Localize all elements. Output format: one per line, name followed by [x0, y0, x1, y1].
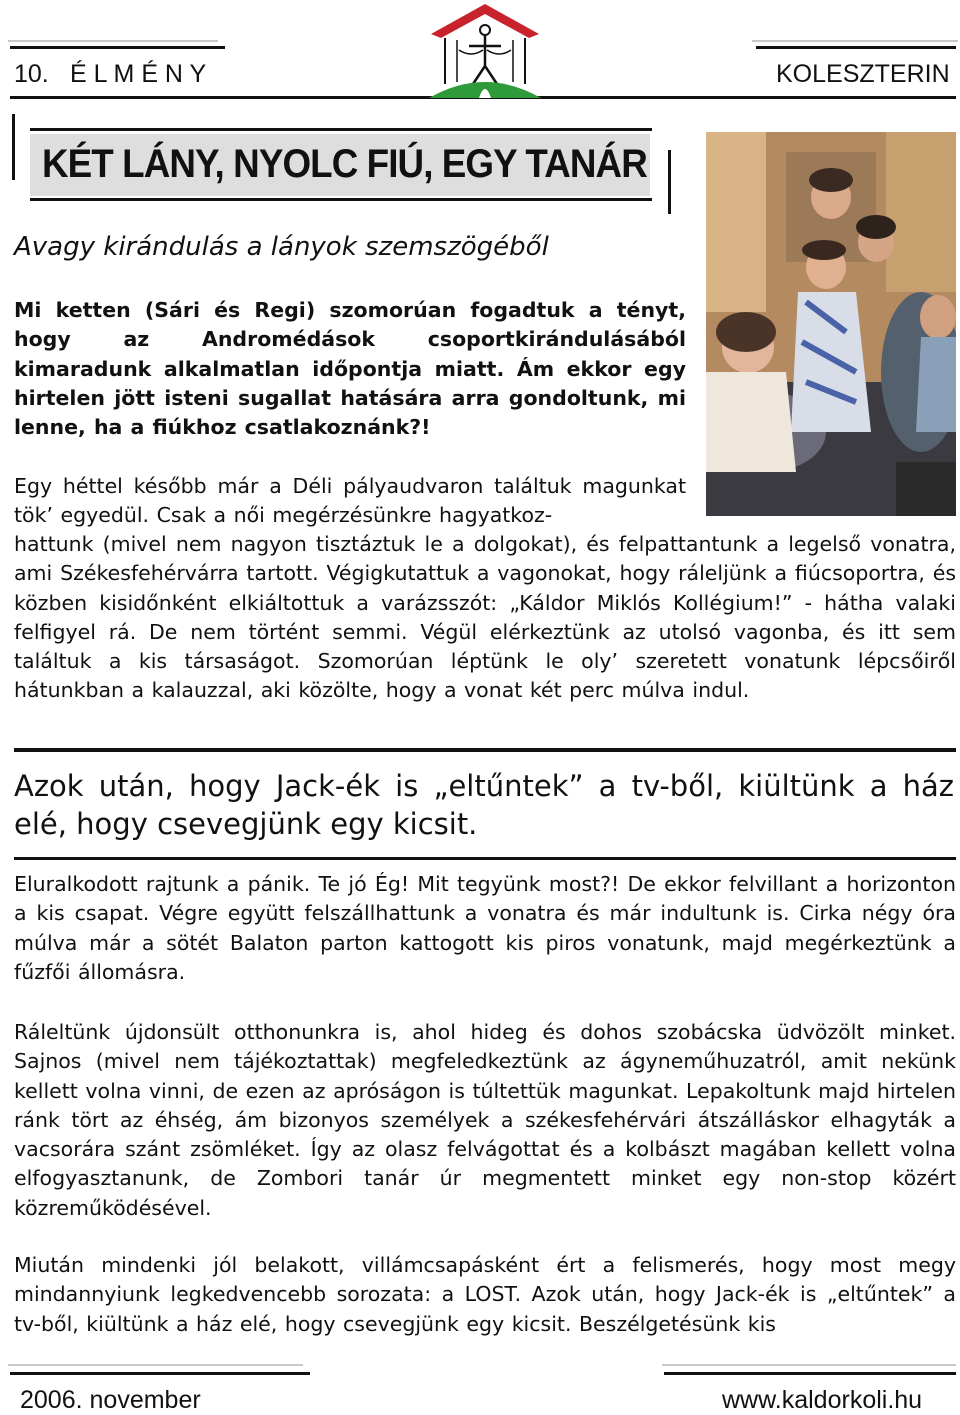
title-rule-top: [30, 128, 652, 131]
header-rule-left-top: [10, 46, 225, 49]
header-rule-right-top: [756, 46, 956, 49]
paragraph-2-wide: hattunk (mivel nem nagyon tisztáztuk le a dolgokat), és felpattantunk a legelső vonatra, ami Székesfehérvárra tartott. Végigkutattuk a vagonokat, hogy ráleljünk a fiúcsoportra, és közben kisidőnként elkiáltottuk a varázsszót: „Káldor Miklós Kollégium!” - hátha valaki felfigyel rá. De nem történt semmi. Végül elérkeztünk az utolsó vagonba, és itt sem találtuk a kis társaságot. Szomorúan léptünk le oly’ szeretett vonatunk lépcsőiről hátunkban a kalauzzal, aki közölte, hogy a vonat két perc múlva indul.: [14, 532, 956, 703]
article-title: KÉT LÁNY, NYOLC FIÚ, EGY TANÁR: [42, 142, 647, 186]
college-logo: [425, 0, 545, 100]
header-gray-rule-left: [8, 40, 218, 42]
title-bar-right: [668, 150, 671, 214]
paragraph-2-narrow: Egy héttel később már a Déli pályaudvaron találtuk magunkat tök’ egyedül. Csak a női megérzésünkre hagyatkoz-: [14, 474, 686, 528]
paragraph-5: Miután mindenki jól belakott, villámcsapásként ért a felismerés, hogy most megy mindannyiunk legkedvencebb sorozata: a LOST. Azok után, hogy Jack-ék is „eltűntek” a tv-ből, kiültünk a ház elé, hogy csevegjünk egy kicsit. Beszélgetésünk kis: [14, 1253, 956, 1336]
header-gray-rule-right: [752, 40, 958, 42]
footer-rule-left: [10, 1372, 310, 1375]
lead-paragraph: Mi ketten (Sári és Regi) szomorúan fogadtuk a tényt, hogy az Andromédások csoportkirándulásából kimaradunk alkalmatlan időpontja miatt. Ám ekkor egy hirtelen jött isteni sugallat hatására arra gondoltunk, mi lenne, ha a fiúkhoz csatlakoznánk?!: [14, 298, 686, 440]
pull-quote: Azok után, hogy Jack-ék is „eltűntek” a tv-ből, kiültünk a ház elé, hogy csevegjünk egy kicsit.: [14, 769, 954, 841]
footer-rule-right: [664, 1372, 956, 1375]
paragraph-4: Ráleltünk újdonsült otthonunkra is, ahol hideg és dohos szobácska üdvözölt minket. Sajnos (mivel nem tájékoztattak) megfeledkeztünk az ágyneműhuzatról, amit nekünk kellett volna vinni, de ezen az apróságon is túltettük magunkat. Lepakoltunk majd hirtelen ránk tört az éhség, ám bizonyos személyek a székesfehérvári átszálláskor elhagyták a vacsorára szánt zsömléket. Így az olasz felvágottat és a kolbászt magában kellett volna elfogyasztanunk, de Zombori tanár úr megmentett minket egy non-stop közért közreműködésével.: [14, 1020, 956, 1220]
footer-url[interactable]: www.kaldorkoli.hu: [722, 1386, 923, 1414]
footer-gray-rule-right: [662, 1364, 956, 1366]
title-bar-left: [12, 114, 15, 180]
footer-date: 2006. november: [20, 1386, 201, 1414]
section-label: É L M É N Y: [70, 60, 207, 88]
article-subtitle: Avagy kirándulás a lányok szemszögéből: [14, 232, 549, 262]
publication-name: KOLESZTERIN: [776, 60, 950, 88]
footer-gray-rule-left: [8, 1364, 303, 1366]
page-number: 10.: [14, 60, 49, 88]
paragraph-3: Eluralkodott rajtunk a pánik. Te jó Ég! Mit tegyünk most?! De ekkor felvillant a horizonton a kis csapat. Végre együtt felszállhattunk a vonatra és már indultunk is. Cirka négy óra múlva már a sötét Balaton parton kattogott kis piros vonatunk, majd megérkeztünk a fűzfői állomásra.: [14, 872, 956, 984]
pull-quote-rule-top: [14, 748, 956, 752]
title-rule-bottom: [30, 198, 652, 201]
pull-quote-rule-bottom: [14, 857, 956, 860]
train-photo: [706, 132, 956, 516]
